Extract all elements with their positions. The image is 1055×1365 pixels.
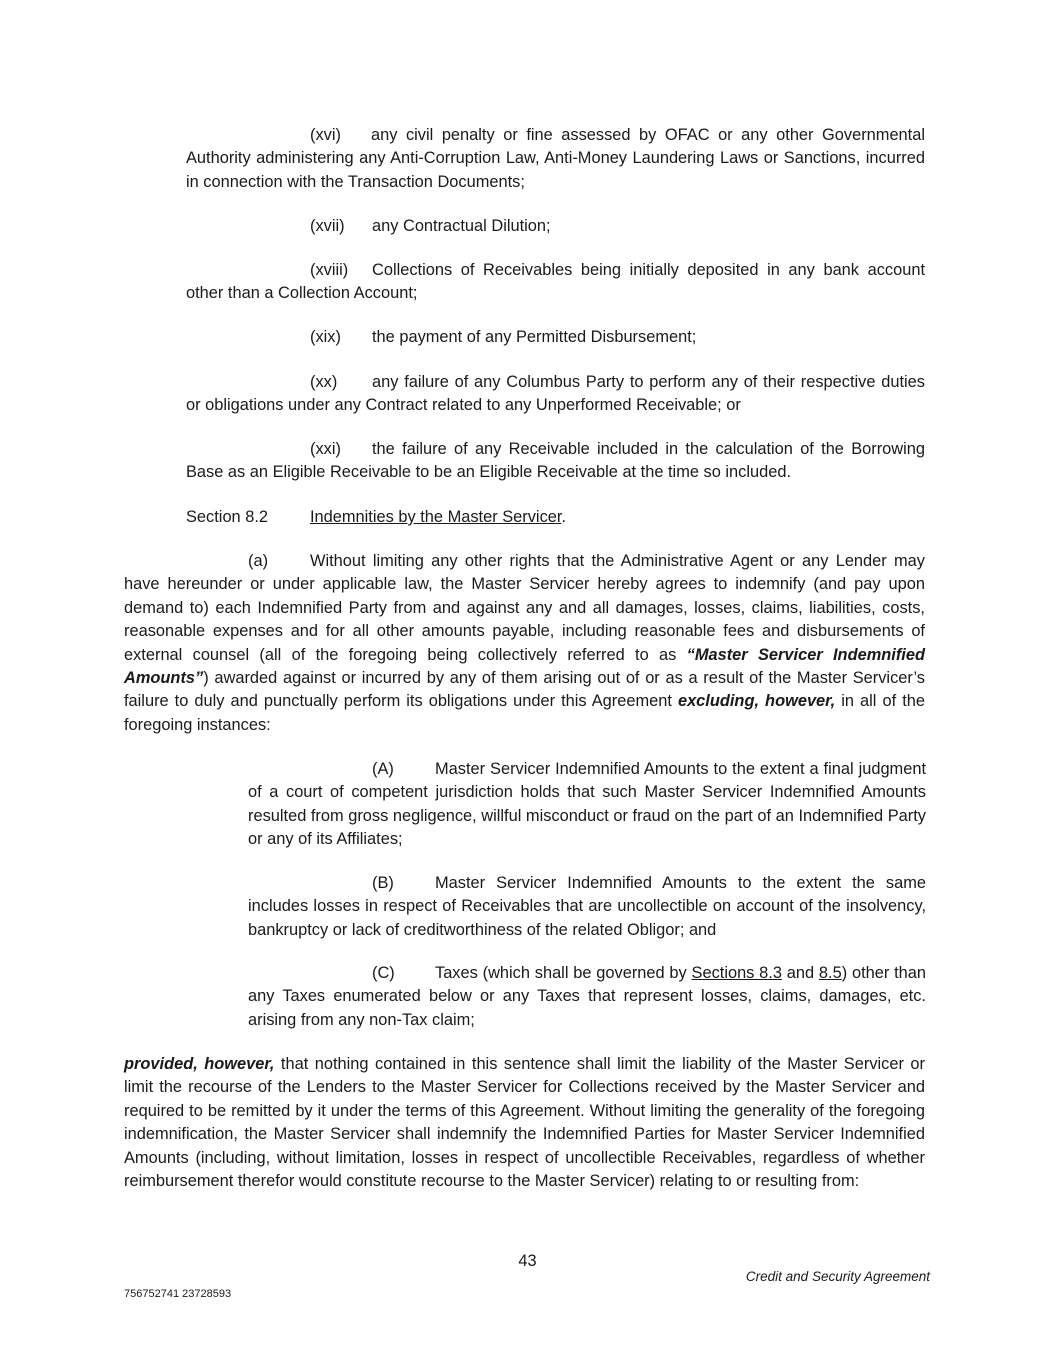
document-title-footer: Credit and Security Agreement [745,1269,930,1284]
subclause-text: Master Servicer Indemnified Amounts to the extent a final judgment of a court of competent jurisdiction holds that such Master Servicer Indemnified Amounts resulted from gross negligence, willful misconduct or fraud on the part of an Indemnified Party or any of its Affiliates; [248,760,926,849]
section-reference-link[interactable]: Sections 8.3 [691,964,782,982]
subclause-C [248,962,926,1032]
clause-text: the failure of any Receivable included in the calculation of the Borrowing Base as an Eligible Receivable to be an Eligible Receivable at the time so included. [186,440,925,482]
proviso-paragraph [124,1053,925,1193]
subclause-label: (B) [372,874,394,892]
paragraph-text: Without limiting any other rights that the Administrative Agent or any Lender may have hereunder or under applicable law, the Master Servicer hereby agrees to indemnify (and pay upon demand to) each Indemnified Party from and against any and all damages, losses, claims, liabilities, costs, reasonable expenses and for all other amounts payable, including reasonable fees and disbursements of external counsel (all of the foregoing being collectively referred to as [124,552,925,664]
paragraph-text: ) awarded against or incurred by any of them arising out of or as a result of the Master Servicer’s failure to duly and punctually perform its obligations under this Agreement [124,669,925,711]
clause-text: the payment of any Permitted Disbursement; [372,328,697,346]
clause-label: (xxi) [310,440,341,458]
clause-xxi [186,438,925,485]
clause-text: any civil penalty or fine assessed by OFAC or any other Governmental Authority administering any Anti-Corruption Law, Anti-Money Laundering Laws or Sanctions, incurred in connection with the Transaction Documents; [186,126,925,191]
subclause-label: (A) [372,760,394,778]
clause-label: (xx) [310,373,338,391]
subclause-text: Taxes (which shall be governed by [435,964,692,982]
section-number: Section 8.2 [186,508,269,526]
clause-xvi [186,124,925,194]
clause-xvii [310,215,551,238]
proviso-text: that nothing contained in this sentence shall limit the liability of the Master Servicer or limit the recourse of the Lenders to the Master Servicer for Collections received by the Master Servicer and required to be remitted by it under the terms of this Agreement. Without limiting the generality of the foregoing indemnification, the Master Servicer shall indemnify the Indemnified Parties for Master Servicer Indemnified Amounts (including, without limitation, losses in respect of uncollectible Receivables, regardless of whether reimbursement therefor would constitute recourse to the Master Servicer) relating to or resulting from: [124,1055,925,1191]
emphasis-text: excluding, however, [677,692,836,711]
clause-text: Collections of Receivables being initially deposited in any bank account other than a Collection Account; [186,261,925,303]
emphasis-text: provided, however, [124,1055,275,1073]
clause-label: (xvii) [310,217,345,235]
paragraph-text: in all of the foregoing instances: [124,692,925,734]
subclause-label: (C) [372,964,395,982]
subclause-A [248,758,926,852]
paragraph-a [124,550,925,737]
defined-term: “Master Servicer Indemnified Amounts” [124,645,925,688]
clause-xx [186,371,925,418]
clause-label: (xviii) [310,261,349,279]
clause-xviii [186,259,925,306]
document-id: 756752741 23728593 [124,1288,232,1300]
clause-text: any failure of any Columbus Party to perform any of their respective duties or obligations under any Contract related to any Unperformed Receivable; or [186,373,925,415]
page-number: 43 [518,1252,537,1270]
subclause-text: Master Servicer Indemnified Amounts to the extent the same includes losses in respect of Receivables that are uncollectible on account of the insolvency, bankruptcy or lack of creditworthiness of the related Obligor; and [248,874,926,939]
paragraph-label: (a) [248,552,269,570]
clause-text: any Contractual Dilution; [372,217,551,235]
subclause-text: and [781,964,819,982]
section-title: Indemnities by the Master Servicer [310,508,562,526]
subclause-text: ) other than any Taxes enumerated below or any Taxes that represent losses, claims, damages, etc. arising from any non-Tax claim; [248,964,926,1029]
section-title-suffix: . [561,508,566,526]
clause-xix [310,326,696,349]
section-heading [186,506,566,529]
section-reference-link[interactable]: 8.5 [818,964,842,982]
subclause-B [248,872,926,942]
clause-label: (xix) [310,328,341,346]
clause-label: (xvi) [310,126,341,144]
